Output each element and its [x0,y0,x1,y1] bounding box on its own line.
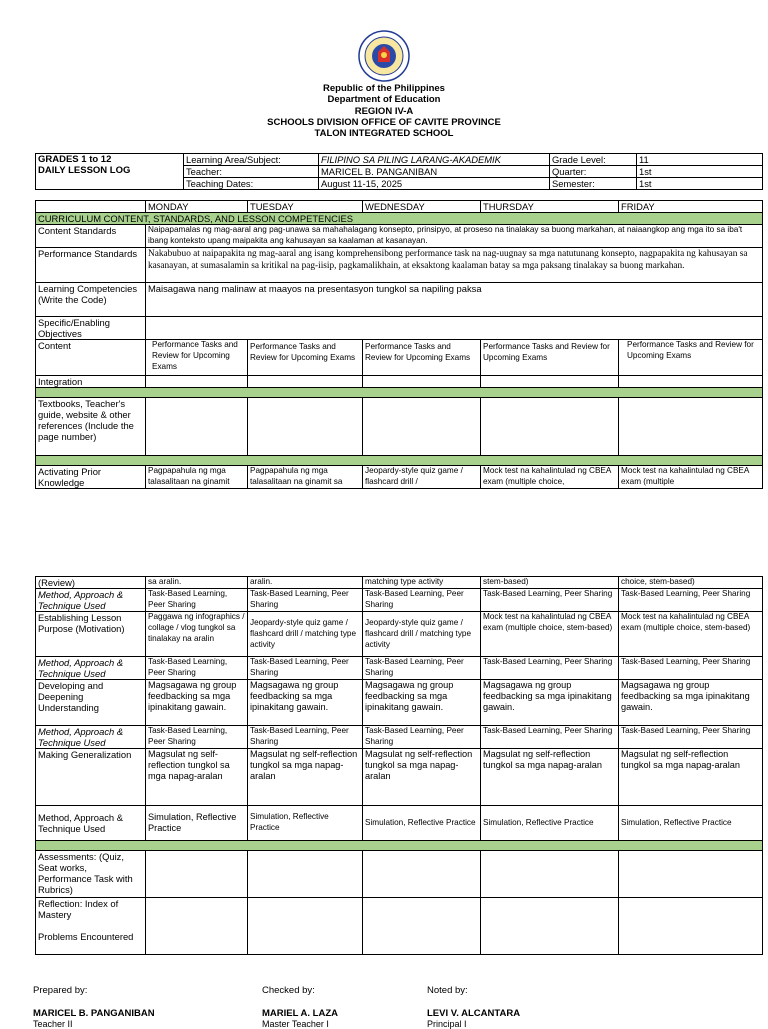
assessments-label: Assessments: (Quiz, Seat works, Performance Task with Rubrics) [36,851,146,898]
activating-wednesday: Jeopardy-style quiz game / flashcard drill / [363,466,481,489]
checked-by-label: Checked by: [262,985,315,996]
generalization-friday: Magsulat ng self-reflection tungkol sa mga napag-aralan [619,749,763,806]
dll-title-line1: GRADES 1 to 12 [38,154,112,165]
textbooks-label: Textbooks, Teacher's guide, website & other references (Include the page number) [36,398,146,456]
review-friday: choice, stem-based) [619,577,763,589]
content-thursday: Performance Tasks and Review for Upcoming Exams [481,340,619,376]
developing-wednesday: Magsagawa ng group feedbacking sa mga ipinakitang gawain. [363,680,481,726]
noted-by-label: Noted by: [427,985,468,996]
method3-thursday: Task-Based Learning, Peer Sharing [481,726,619,749]
method3-friday: Task-Based Learning, Peer Sharing [619,726,763,749]
noted-title: Principal I [427,1019,467,1029]
teaching-dates-label: Teaching Dates: [184,178,319,190]
purpose-wednesday: Jeopardy-style quiz game / flashcard drill / matching type activity [363,612,481,657]
method1-wednesday: Task-Based Learning, Peer Sharing [363,589,481,612]
purpose-friday: Mock test na kahalintulad ng CBEA exam (multiple choice, stem-based) [619,612,763,657]
developing-label: Developing and Deepening Understanding [36,680,146,726]
teacher-value: MARICEL B. PANGANIBAN [319,166,550,178]
method3-tuesday: Task-Based Learning, Peer Sharing [248,726,363,749]
content-label: Content [36,340,146,376]
method3-wednesday: Task-Based Learning, Peer Sharing [363,726,481,749]
checked-name: MARIEL A. LAZA [262,1008,338,1019]
generalization-label: Making Generalization [36,749,146,806]
lesson-purpose-label: Establishing Lesson Purpose (Motivation) [36,612,146,657]
developing-thursday: Magsagawa ng group feedbacking sa mga ipinakitang gawain. [481,680,619,726]
semester-label: Semester: [550,178,637,190]
header-division: SCHOOLS DIVISION OFFICE OF CAVITE PROVINCE [267,116,501,128]
integration-label: Integration [36,376,146,388]
developing-tuesday: Magsagawa ng group feedbacking sa mga ipinakitang gawain. [248,680,363,726]
method-label-1: Method, Approach & Technique Used [36,589,146,612]
generalization-tuesday: Magsulat ng self-reflection tungkol sa mga napag-aralan [248,749,363,806]
method4-tuesday: Simulation, Reflective Practice [248,806,363,841]
day-header-tuesday: TUESDAY [248,201,363,213]
method1-tuesday: Task-Based Learning, Peer Sharing [248,589,363,612]
content-friday: Performance Tasks and Review for Upcoming Exams [619,340,763,376]
content-wednesday: Performance Tasks and Review for Upcoming Exams [363,340,481,376]
activating-monday: Pagpapahula ng mga talasalitaan na ginamit [146,466,248,489]
performance-standards-label: Performance Standards [36,248,146,283]
problems-label: Problems Encountered [38,931,134,942]
day-header-monday: MONDAY [146,201,248,213]
performance-standards-value: Nakabubuo at naipapakita ng mag-aaral ang isang komprehensibong performance task na nag-uugnay sa mga natutunang konsepto, nagpapakita ng kahusayan sa kasanayan, at sumasalamin sa kritikal na pag-iisip, pagkamalikhain, at eksaktong kaalaman batay sa mga paksang tinalakay sa buong markahan. [146,248,763,283]
reflection-label: Reflection: Index of Mastery [38,898,119,920]
day-header-friday: FRIDAY [619,201,763,213]
objectives-label: Specific/Enabling Objectives [36,317,146,340]
generalization-thursday: Magsulat ng self-reflection tungkol sa mga napag-aralan [481,749,619,806]
header-school: TALON INTEGRATED SCHOOL [314,128,454,140]
review-label: (Review) [36,577,146,589]
info-table [35,153,763,190]
purpose-thursday: Mock test na kahalintulad ng CBEA exam (multiple choice, stem-based) [481,612,619,657]
lesson-log-table-continued [35,576,763,955]
review-monday: sa aralin. [146,577,248,589]
learning-competencies-value: Maisagawa nang malinaw at maayos na presentasyon tungkol sa napiling paksa [146,283,763,317]
learning-area-label: Learning Area/Subject: [184,154,319,166]
semester-value: 1st [637,178,763,190]
header-region: REGION IV-A [354,105,414,117]
method4-wednesday: Simulation, Reflective Practice [363,806,481,841]
content-monday: Performance Tasks and Review for Upcoming Exams [146,340,248,376]
quarter-label: Quarter: [550,166,637,178]
activating-friday: Mock test na kahalintulad ng CBEA exam (multiple [619,466,763,489]
learning-competencies-label: Learning Competencies (Write the Code) [36,283,146,317]
method2-tuesday: Task-Based Learning, Peer Sharing [248,657,363,680]
prepared-title: Teacher II [33,1019,73,1029]
method1-monday: Task-Based Learning, Peer Sharing [146,589,248,612]
lesson-log-table [35,200,763,489]
day-header-thursday: THURSDAY [481,201,619,213]
activating-thursday: Mock test na kahalintulad ng CBEA exam (multiple choice, [481,466,619,489]
review-thursday: stem-based) [481,577,619,589]
review-tuesday: aralin. [248,577,363,589]
method-label-2: Method, Approach & Technique Used [36,657,146,680]
method-label-4: Method, Approach & Technique Used [36,806,146,841]
generalization-monday: Magsulat ng self-reflection tungkol sa mga napag-aralan [146,749,248,806]
deped-seal-logo [358,30,410,82]
quarter-value: 1st [637,166,763,178]
method2-wednesday: Task-Based Learning, Peer Sharing [363,657,481,680]
method2-monday: Task-Based Learning, Peer Sharing [146,657,248,680]
method1-thursday: Task-Based Learning, Peer Sharing [481,589,619,612]
reflection-cell [36,898,146,955]
purpose-tuesday: Jeopardy-style quiz game / flashcard drill / matching type activity [248,612,363,657]
noted-name: LEVI V. ALCANTARA [427,1008,521,1019]
section-curriculum: CURRICULUM CONTENT, STANDARDS, AND LESSON COMPETENCIES [36,213,763,225]
generalization-wednesday: Magsulat ng self-reflection tungkol sa mga napag-aralan [363,749,481,806]
content-tuesday: Performance Tasks and Review for Upcoming Exams [248,340,363,376]
method4-monday: Simulation, Reflective Practice [146,806,248,841]
day-header-wednesday: WEDNESDAY [363,201,481,213]
activating-tuesday: Pagpapahula ng mga talasalitaan na ginamit sa [248,466,363,489]
method4-thursday: Simulation, Reflective Practice [481,806,619,841]
grade-level-value: 11 [637,154,763,166]
header-department: Department of Education [327,94,441,106]
method-label-3: Method, Approach & Technique Used [36,726,146,749]
checked-title: Master Teacher I [262,1019,329,1029]
activating-label: Activating Prior Knowledge [36,466,146,489]
content-standards-value: Naipapamalas ng mag-aaral ang pag-unawa sa mahahalagang konsepto, prinsipyo, at proseso na tinalakay sa buong markahan, at naiaangkop ang mga ito sa iba't ibang konteksto upang maipakita ang kahusayan sa kaalaman at kasanayan. [146,225,763,248]
prepared-by-label: Prepared by: [33,985,88,996]
prepared-name: MARICEL B. PANGANIBAN [33,1008,155,1019]
dll-title-line2: DAILY LESSON LOG [38,165,131,176]
grade-level-label: Grade Level: [550,154,637,166]
teaching-dates-value: August 11-15, 2025 [319,178,550,190]
developing-monday: Magsagawa ng group feedbacking sa mga ipinakitang gawain. [146,680,248,726]
method2-friday: Task-Based Learning, Peer Sharing [619,657,763,680]
method4-friday: Simulation, Reflective Practice [619,806,763,841]
method2-thursday: Task-Based Learning, Peer Sharing [481,657,619,680]
review-wednesday: matching type activity [363,577,481,589]
header-republic: Republic of the Philippines [323,83,445,94]
method1-friday: Task-Based Learning, Peer Sharing [619,589,763,612]
developing-friday: Magsagawa ng group feedbacking sa mga ipinakitang gawain. [619,680,763,726]
teacher-label: Teacher: [184,166,319,178]
method3-monday: Task-Based Learning, Peer Sharing [146,726,248,749]
learning-area-value: FILIPINO SA PILING LARANG-AKADEMIK [319,154,550,166]
purpose-monday: Paggawa ng infographics / collage / vlog tungkol sa tinalakay na aralin [146,612,248,657]
content-standards-label: Content Standards [36,225,146,248]
